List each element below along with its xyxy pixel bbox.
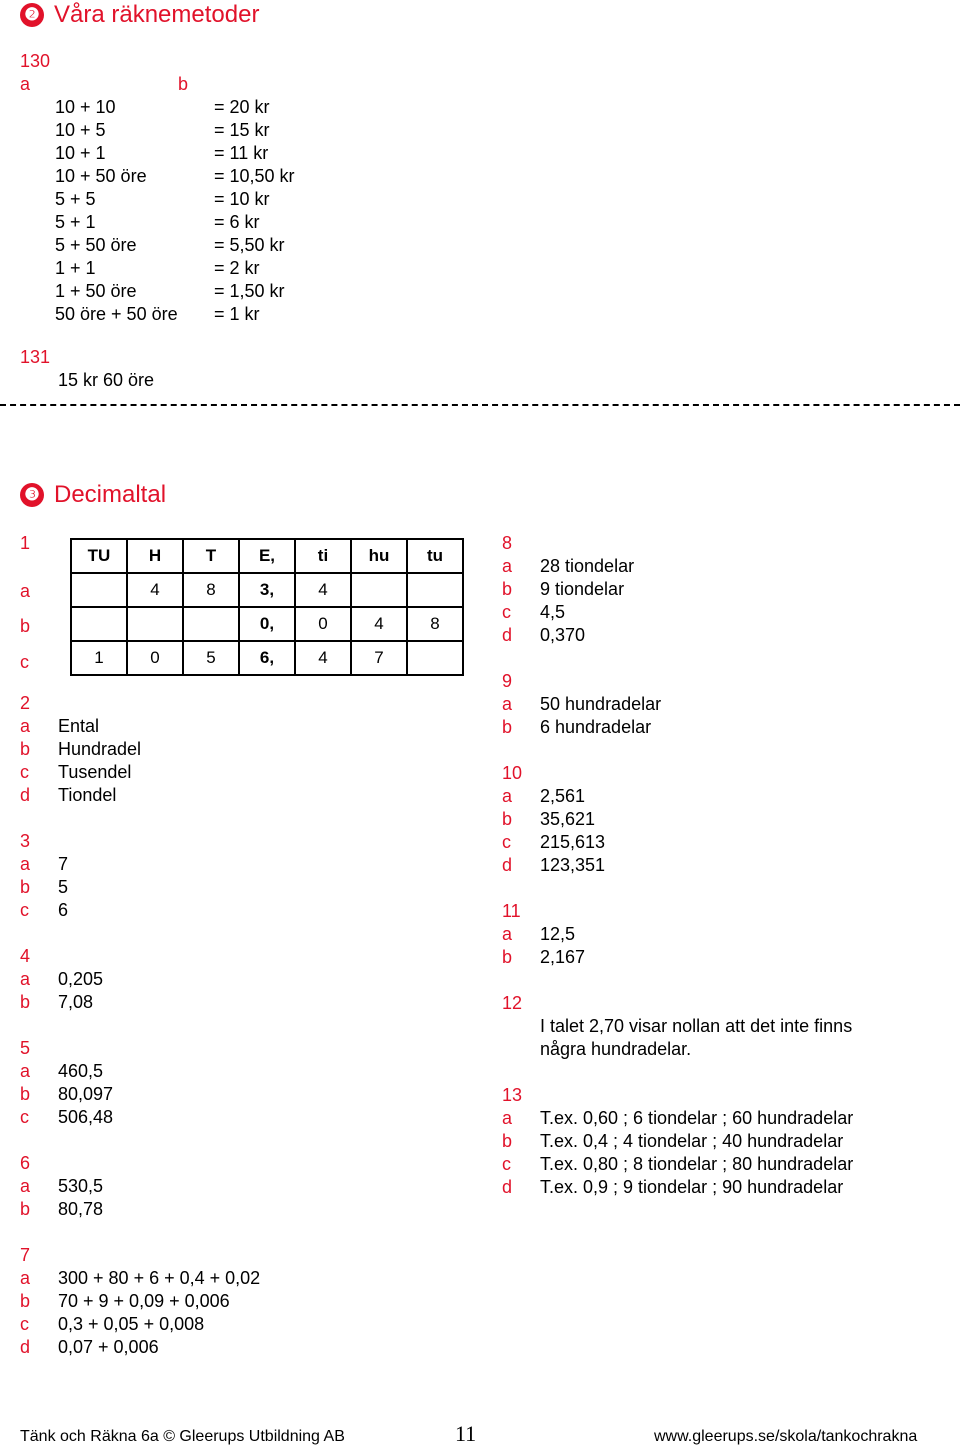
answer-text: 460,5 (58, 1061, 104, 1081)
footer-url: www.gleerups.se/skola/tankochrakna (654, 1428, 918, 1445)
expression: 5 + 1 (55, 212, 96, 232)
answer-text: Tiondel (58, 785, 117, 805)
page-number: 11 (455, 1421, 477, 1446)
sub-label: c (502, 602, 511, 622)
exercise-number: 2 (20, 693, 31, 713)
expression: 1 + 1 (55, 258, 96, 278)
answer-text: 80,097 (58, 1084, 114, 1104)
expression: 10 + 1 (55, 143, 106, 163)
table-cell: 0 (295, 607, 351, 641)
exercise-number: 6 (20, 1153, 31, 1173)
expression: 10 + 5 (55, 120, 106, 140)
answer-text: 0,3 + 0,05 + 0,008 (58, 1314, 205, 1334)
sub-label: b (178, 74, 189, 94)
exercise-number: 3 (20, 831, 31, 851)
table-cell: 7 (351, 641, 407, 675)
section-heading-2 (20, 0, 259, 30)
exercise-number: 5 (20, 1038, 31, 1058)
sub-label: a (20, 1268, 31, 1288)
sub-label: b (20, 616, 31, 636)
table-cell (351, 573, 407, 607)
answer-text: 0,370 (540, 625, 586, 645)
sub-label: c (502, 832, 511, 852)
dashed-divider (0, 404, 960, 406)
answer-text: 7,08 (58, 992, 94, 1012)
answer-text: 300 + 80 + 6 + 0,4 + 0,02 (58, 1268, 261, 1288)
section-number-badge: ❷ (20, 3, 44, 27)
table-header-row (71, 539, 463, 573)
sub-label: a (20, 74, 31, 94)
exercise-number: 13 (502, 1085, 523, 1105)
column-header: TU (71, 539, 127, 573)
sub-label: c (20, 900, 29, 920)
table-row (71, 641, 463, 675)
answer-text: 4,5 (540, 602, 566, 622)
answer-text: 15 kr 60 öre (58, 370, 155, 390)
result: = 5,50 kr (214, 235, 285, 255)
column-header: hu (351, 539, 407, 573)
sub-label: c (20, 1314, 29, 1334)
footer-copyright: Tänk och Räkna 6a © Gleerups Utbildning AB (20, 1428, 345, 1445)
answer-text: 70 + 9 + 0,09 + 0,006 (58, 1291, 230, 1311)
result: = 1,50 kr (214, 281, 285, 301)
sub-label: b (20, 992, 31, 1012)
answer-text: 215,613 (540, 832, 606, 852)
answer-text: Hundradel (58, 739, 142, 759)
section-title: Våra räknemetoder (54, 1, 260, 28)
table-row (71, 607, 463, 641)
answer-text: 2,167 (540, 947, 586, 967)
sub-label: a (502, 786, 513, 806)
expression: 10 + 10 (55, 97, 116, 117)
table-cell (127, 607, 183, 641)
expression: 50 öre + 50 öre (55, 304, 178, 324)
table-cell: 8 (183, 573, 239, 607)
answer-text: 0,205 (58, 969, 104, 989)
expression: 10 + 50 öre (55, 166, 147, 186)
answer-text: 123,351 (540, 855, 606, 875)
sub-label: d (502, 855, 513, 875)
answer-text: 28 tiondelar (540, 556, 635, 576)
table-cell (71, 573, 127, 607)
table-row (71, 573, 463, 607)
sub-label: c (20, 762, 29, 782)
sub-label: a (502, 1108, 513, 1128)
table-cell: 5 (183, 641, 239, 675)
table-cell: 4 (351, 607, 407, 641)
result: = 10,50 kr (214, 166, 295, 186)
sub-label: d (502, 625, 513, 645)
sub-label: b (502, 947, 513, 967)
section-number-badge: ❸ (20, 483, 44, 507)
answer-text: 530,5 (58, 1176, 104, 1196)
sub-label: a (20, 716, 31, 736)
result: = 15 kr (214, 120, 270, 140)
sub-label: b (502, 809, 513, 829)
table-cell: 4 (295, 573, 351, 607)
answer-text: 6 (58, 900, 69, 920)
exercise-number: 12 (502, 993, 523, 1013)
answer-text: 5 (58, 877, 69, 897)
answer-text: 80,78 (58, 1199, 104, 1219)
table-cell: 0 (127, 641, 183, 675)
place-value-table (70, 538, 464, 676)
exercise-number: 130 (20, 51, 51, 71)
table-cell (407, 573, 463, 607)
answer-text: T.ex. 0,60 ; 6 tiondelar ; 60 hundradelar (540, 1108, 854, 1128)
answer-text: 506,48 (58, 1107, 114, 1127)
answer-text: 0,07 + 0,006 (58, 1337, 159, 1357)
expression: 5 + 50 öre (55, 235, 137, 255)
section-title: Decimaltal (54, 481, 167, 508)
answer-text: Ental (58, 716, 100, 736)
exercise-number: 4 (20, 946, 31, 966)
sub-label: d (20, 1337, 31, 1357)
expression: 1 + 50 öre (55, 281, 137, 301)
sub-label: a (20, 969, 31, 989)
sub-label: b (502, 1131, 513, 1151)
table-cell: 4 (295, 641, 351, 675)
answer-text: 35,621 (540, 809, 596, 829)
answer-text: 12,5 (540, 924, 576, 944)
exercise-number: 8 (502, 533, 513, 553)
sub-label: b (20, 877, 31, 897)
expression: 5 + 5 (55, 189, 96, 209)
column-header: T (183, 539, 239, 573)
sub-label: b (502, 717, 513, 737)
exercise-number: 7 (20, 1245, 31, 1265)
answer-text: T.ex. 0,9 ; 9 tiondelar ; 90 hundradelar (540, 1177, 844, 1197)
exercise-number: 10 (502, 763, 523, 783)
table-cell: 6, (239, 641, 295, 675)
answer-text: 2,561 (540, 786, 586, 806)
sub-label: a (20, 854, 31, 874)
answer-text: T.ex. 0,80 ; 8 tiondelar ; 80 hundradelar (540, 1154, 854, 1174)
answer-text: 9 tiondelar (540, 579, 625, 599)
answer-text: Tusendel (58, 762, 132, 782)
table-cell (407, 641, 463, 675)
table-cell: 8 (407, 607, 463, 641)
table-cell: 0, (239, 607, 295, 641)
exercise-number: 131 (20, 347, 51, 367)
column-header: E, (239, 539, 295, 573)
answer-text: några hundradelar. (540, 1039, 692, 1059)
result: = 10 kr (214, 189, 270, 209)
result: = 11 kr (214, 143, 269, 163)
sub-label: a (502, 694, 513, 714)
sub-label: a (20, 581, 31, 601)
exercise-number: 1 (20, 533, 31, 553)
table-cell (71, 607, 127, 641)
sub-label: a (20, 1176, 31, 1196)
sub-label: c (20, 1107, 29, 1127)
table-cell: 3, (239, 573, 295, 607)
table-cell: 1 (71, 641, 127, 675)
column-header: H (127, 539, 183, 573)
answer-text: 7 (58, 854, 69, 874)
sub-label: c (20, 652, 29, 672)
sub-label: c (502, 1154, 511, 1174)
answer-text: 6 hundradelar (540, 717, 652, 737)
sub-label: d (502, 1177, 513, 1197)
result: = 6 kr (214, 212, 260, 232)
column-header: tu (407, 539, 463, 573)
answer-text: T.ex. 0,4 ; 4 tiondelar ; 40 hundradelar (540, 1131, 844, 1151)
answer-text: I talet 2,70 visar nollan att det inte finns (540, 1016, 853, 1036)
section-heading-3 (20, 480, 166, 510)
sub-label: b (20, 739, 31, 759)
sub-label: b (20, 1291, 31, 1311)
sub-label: b (502, 579, 513, 599)
result: = 1 kr (214, 304, 260, 324)
table-cell (183, 607, 239, 641)
sub-label: a (502, 556, 513, 576)
sub-label: b (20, 1084, 31, 1104)
sub-label: a (20, 1061, 31, 1081)
table-cell: 4 (127, 573, 183, 607)
result: = 2 kr (214, 258, 260, 278)
result: = 20 kr (214, 97, 270, 117)
sub-label: d (20, 785, 31, 805)
exercise-number: 9 (502, 671, 513, 691)
answer-text: 50 hundradelar (540, 694, 662, 714)
sub-label: a (502, 924, 513, 944)
sub-label: b (20, 1199, 31, 1219)
exercise-number: 11 (502, 901, 521, 921)
column-header: ti (295, 539, 351, 573)
